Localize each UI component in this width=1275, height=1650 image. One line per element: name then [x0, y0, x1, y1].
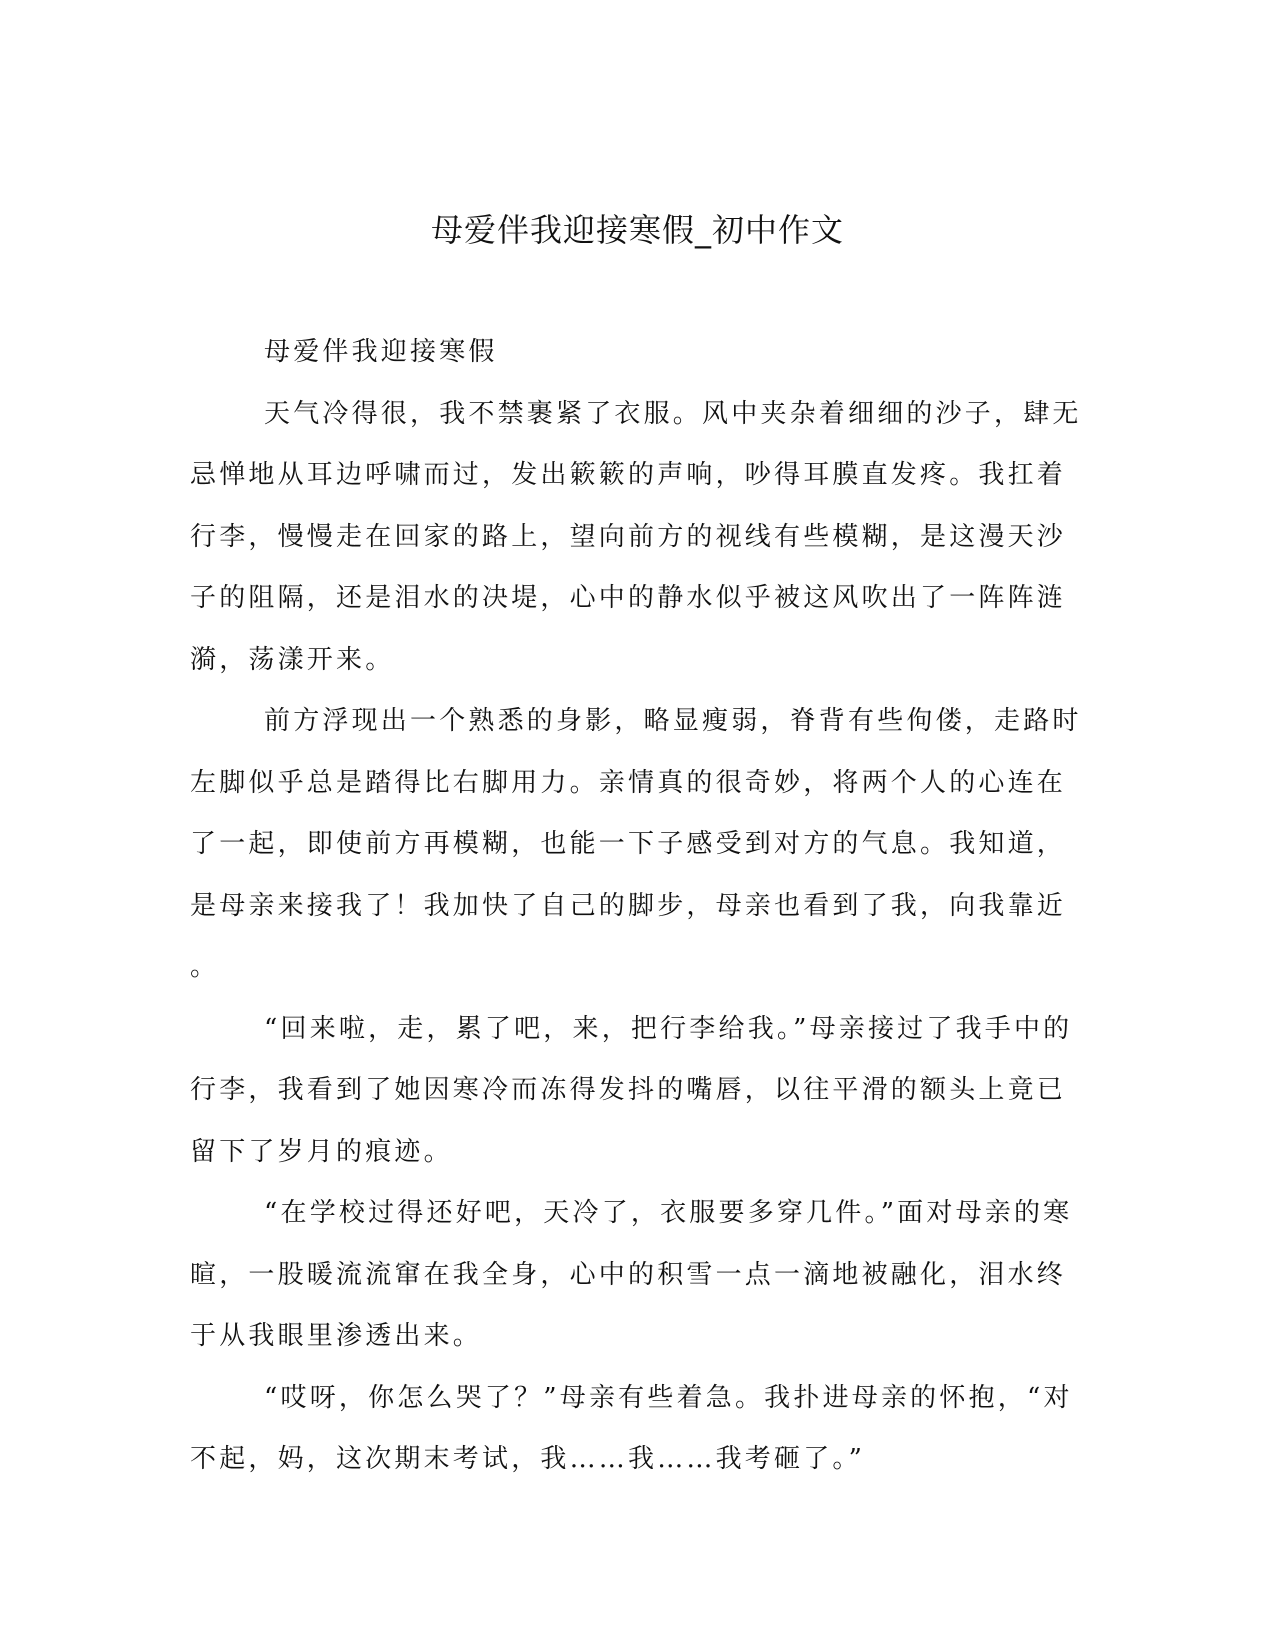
text-line: “哎呀，你怎么哭了？”母亲有些着急。我扑进母亲的怀抱，“对 — [264, 1382, 1073, 1413]
text-line: 天气冷得很，我不禁裹紧了衣服。风中夹杂着细细的沙子，肆无 — [264, 398, 1082, 429]
text-line: 子的阻隔，还是泪水的决堤，心中的静水似乎被这风吹出了一阵阵涟 — [190, 583, 1067, 613]
text-line: 于从我眼里渗透出来。 — [190, 1321, 483, 1351]
text-line: 左脚似乎总是踏得比右脚用力。亲情真的很奇妙，将两个人的心连在 — [190, 767, 1067, 798]
text-line: 暄，一股暖流流窜在我全身，心中的积雪一点一滴地被融化，泪水终 — [190, 1259, 1067, 1290]
text-line: 。 — [190, 952, 220, 982]
text-line: 母爱伴我迎接寒假 — [264, 337, 498, 367]
document-body — [190, 322, 1080, 1491]
text-line: 忌惮地从耳边呼啸而过，发出簌簌的声响，吵得耳膜直发疼。我扛着 — [190, 460, 1067, 490]
text-line: 留下了岁月的痕迹。 — [190, 1136, 453, 1167]
text-line: 行李，慢慢走在回家的路上，望向前方的视线有些模糊，是这漫天沙 — [190, 521, 1067, 552]
text-line: 行李，我看到了她因寒冷而冻得发抖的嘴唇，以往平滑的额头上竟已 — [190, 1075, 1067, 1105]
text-line: 不起，妈，这次期末考试，我……我……我考砸了。” — [190, 1444, 866, 1474]
text-line: 前方浮现出一个熟悉的身影，略显瘦弱，脊背有些佝偻，走路时 — [264, 706, 1082, 736]
text-line: 漪，荡漾开来。 — [190, 644, 395, 675]
text-line: “在学校过得还好吧，天冷了，衣服要多穿几件。”面对母亲的寒 — [264, 1198, 1073, 1228]
document-title: 母爱伴我迎接寒假_初中作文 — [430, 211, 844, 249]
text-line: 了一起，即使前方再模糊，也能一下子感受到对方的气息。我知道， — [190, 829, 1067, 859]
text-line: “回来啦，走，累了吧，来，把行李给我。”母亲接过了我手中的 — [264, 1013, 1073, 1044]
text-line: 是母亲来接我了！我加快了自己的脚步，母亲也看到了我，向我靠近 — [190, 890, 1067, 921]
